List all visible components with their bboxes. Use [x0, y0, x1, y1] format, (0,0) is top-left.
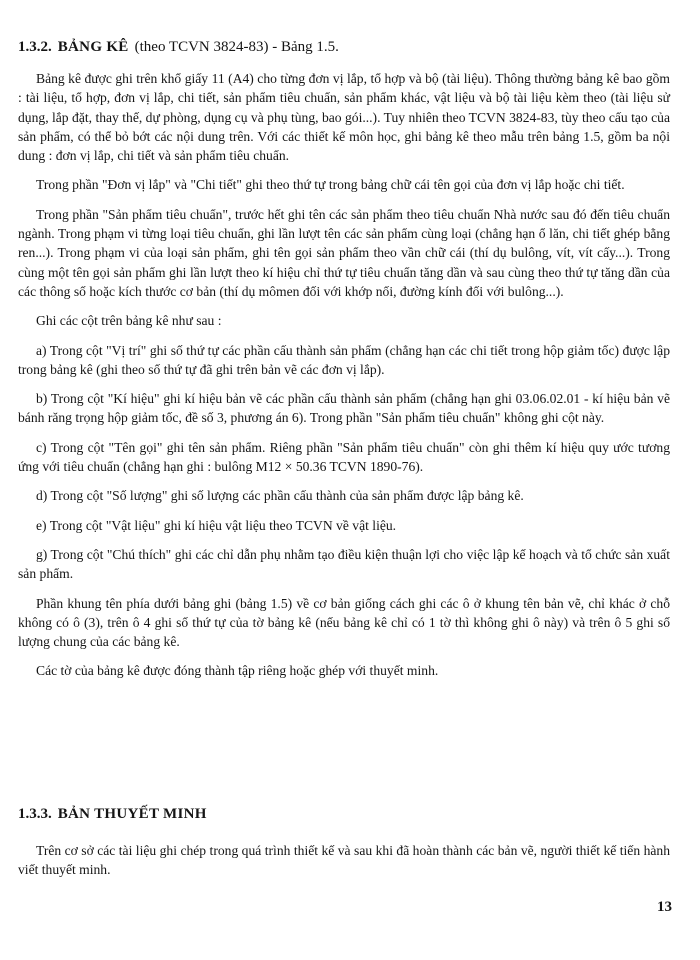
page-number: 13: [657, 899, 672, 915]
list-item: g) Trong cột "Chú thích" ghi các chỉ dẫn phụ nhằm tạo điều kiện thuận lợi cho việc lập kế hoạch và tổ chức sản xuất sản phẩm.: [18, 546, 670, 582]
paragraph: Trên cơ sở các tài liệu ghi chép trong quá trình thiết kế và sau khi đã hoàn thành các bản vẽ, người thiết kế tiến hành viết thuyết minh.: [18, 843, 670, 878]
list-item: e) Trong cột "Vật liệu" ghi kí hiệu vật liệu theo TCVN về vật liệu.: [36, 517, 397, 533]
paragraph: Trong phần "Đơn vị lắp" và "Chi tiết" ghi theo thứ tự trong bảng chữ cái tên gọi của đơn vị lắp hoặc chi tiết.: [36, 177, 625, 193]
section-number: 1.3.2.: [18, 39, 52, 55]
list-item: b) Trong cột "Kí hiệu" ghi kí hiệu bản vẽ các phần cấu thành sản phẩm (chẳng hạn ghi 03.06.02.01 - kí hiệu bản vẽ bánh răng trọng hộp giảm tốc, đề số 3, phương án 6). Trong phần "Sản phẩm tiêu chuẩn" không ghi cột này.: [18, 391, 670, 426]
paragraph: Các tờ của bảng kê được đóng thành tập riêng hoặc ghép với thuyết minh.: [36, 663, 439, 679]
paragraph: Trong phần "Sản phẩm tiêu chuẩn", trước hết ghi tên các sản phẩm theo tiêu chuẩn Nhà nước sau đó đến tiêu chuẩn ngành. Trong phạm vi từng loại tiêu chuẩn, ghi lần lượt tên các sản phẩm cùng loại (chẳng hạn ổ lăn, chi tiết ghép bằng ren...). Trong phạm vi của loại sản phẩm, ghi tên gọi sản phẩm theo vần chữ cái (thí dụ bulông, vít, vít cấy...). Trong cùng một tên gọi sản phẩm ghi lần lượt theo kí hiệu chỉ thứ tự tiêu chuẩn tăng dần và sau cùng theo thứ tự tăng dần của các thông số hoặc kích thước cơ bản (thí dụ mômen đối với khớp nối, đường kính đối với bulông...).: [18, 206, 670, 299]
paragraph: Ghi các cột trên bảng kê như sau :: [36, 313, 222, 329]
section-number: 1.3.3.: [18, 806, 52, 822]
section-body-1-3-2: [18, 69, 670, 681]
paragraph: Bảng kê được ghi trên khổ giấy 11 (A4) cho từng đơn vị lắp, tổ hợp và bộ (tài liệu). Thông thường bảng kê bao gồm : tài liệu, tổ hợp, đơn vị lắp, chi tiết, sản phẩm tiêu chuẩn, sản phẩm khác, vật liệu và bộ tài liệu kèm theo (tài liệu sử dụng, lắp đặt, thay thế, dự phòng, dụng cụ và phụ tùng, bao gói...). Tuy nhiên theo TCVN 3824-83, tùy theo cấu tạo của sản phẩm, có thể bỏ bớt các nội dung trên. Với các thiết kế môn học, ghi bảng kê theo mẫu trên bảng 1.5, gồm ba nội dung : đơn vị lắp, chi tiết và sản phẩm tiêu chuẩn.: [18, 71, 670, 164]
section-heading-1-3-3: [18, 805, 207, 823]
section-body-1-3-3: [18, 841, 670, 880]
list-item: c) Trong cột "Tên gọi" ghi tên sản phẩm. Riêng phần "Sản phẩm tiêu chuẩn" còn ghi thêm kí hiệu quy ước tương ứng với tiêu chuẩn (chẳng hạn ghi : bulông M12 × 50.36 TCVN 1890-76).: [18, 439, 670, 475]
section-heading-1-3-2: [18, 38, 339, 56]
list-item: a) Trong cột "Vị trí" ghi số thứ tự các phần cấu thành sản phẩm (chẳng hạn các chi tiết trong hộp giảm tốc) được lập trong bảng kê (ghi theo số thứ tự đã ghi trên bản vẽ các đơn vị lắp).: [18, 342, 670, 377]
paragraph: Phần khung tên phía dưới bảng ghi (bảng 1.5) về cơ bản giống cách ghi các ô ở khung tên bản vẽ, chỉ khác ở chỗ không có ô (3), trên ô 4 ghi số thứ tự của tờ bảng kê (nếu bảng kê chỉ có 1 tờ thì không ghi ô này) và trên ô 5 ghi số lượng chung của các bảng kê.: [18, 595, 670, 650]
section-subtitle: (theo TCVN 3824-83) - Bảng 1.5.: [134, 39, 339, 55]
section-title: BẢN THUYẾT MINH: [57, 806, 207, 822]
section-title: BẢNG KÊ: [57, 39, 129, 55]
list-item: d) Trong cột "Số lượng" ghi số lượng các phần cấu thành của sản phẩm được lập bảng kê.: [36, 488, 524, 504]
